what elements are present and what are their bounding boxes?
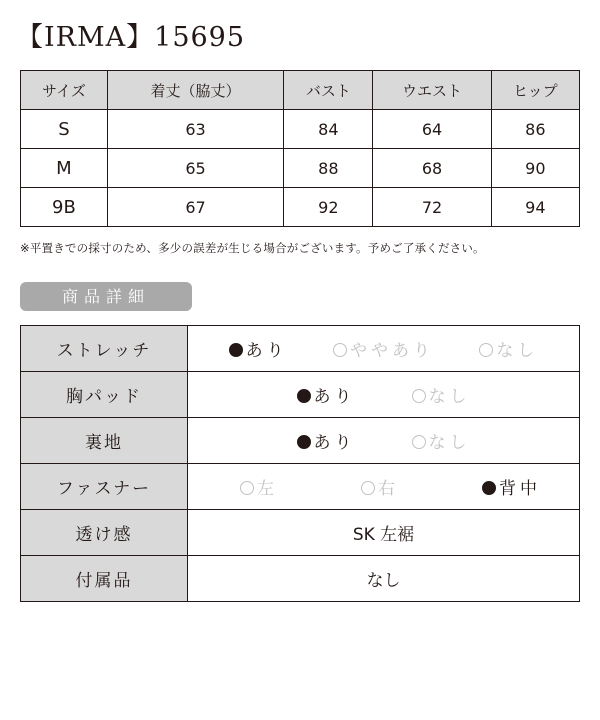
hip-cell: 86 [491, 110, 579, 149]
measurement-note: ※平置きでの採寸のため、多少の誤差が生じる場合がございます。予めご了承ください。 [20, 241, 485, 255]
lining-options [188, 428, 579, 453]
waist-cell: 68 [373, 149, 491, 188]
size-table [20, 70, 580, 227]
stretch-option-slight: ややあり [333, 336, 434, 361]
length-cell: 63 [107, 110, 283, 149]
accessories-value: なし [188, 556, 580, 602]
stretch-label: ストレッチ [21, 326, 188, 372]
header-length: 着丈（脇丈） [107, 71, 283, 110]
circle-icon [297, 435, 311, 449]
lining-label: 裏地 [21, 418, 188, 464]
waist-cell: 64 [373, 110, 491, 149]
pad-option-yes: あり [297, 382, 356, 407]
size-cell: M [21, 149, 108, 188]
header-bust: バスト [284, 71, 373, 110]
header-waist: ウエスト [373, 71, 491, 110]
stretch-options [188, 336, 579, 361]
pad-label: 胸パッド [21, 372, 188, 418]
bust-cell: 88 [284, 149, 373, 188]
detail-row-fastener [21, 464, 580, 510]
sheerness-value: SK 左裾 [188, 510, 580, 556]
pad-option-no: なし [412, 382, 471, 407]
header-hip: ヒップ [491, 71, 579, 110]
detail-row-stretch [21, 326, 580, 372]
details-table [20, 325, 580, 602]
accessories-label: 付属品 [21, 556, 188, 602]
lining-option-no: なし [412, 428, 471, 453]
circle-icon [412, 435, 426, 449]
pad-options [188, 382, 579, 407]
bust-cell: 84 [284, 110, 373, 149]
detail-row-lining [21, 418, 580, 464]
circle-icon [482, 481, 496, 495]
waist-cell: 72 [373, 188, 491, 227]
circle-icon [479, 343, 493, 357]
circle-icon [229, 343, 243, 357]
lining-option-yes: あり [297, 428, 356, 453]
length-cell: 65 [107, 149, 283, 188]
table-row [21, 110, 580, 149]
table-row [21, 149, 580, 188]
hip-cell: 90 [491, 149, 579, 188]
size-cell: 9B [21, 188, 108, 227]
header-size: サイズ [21, 71, 108, 110]
hip-cell: 94 [491, 188, 579, 227]
detail-row-sheerness [21, 510, 580, 556]
circle-icon [333, 343, 347, 357]
bust-cell: 92 [284, 188, 373, 227]
detail-row-pad [21, 372, 580, 418]
details-badge: 商品詳細 [20, 282, 192, 311]
fastener-option-left: 左 [240, 474, 278, 499]
detail-row-accessories [21, 556, 580, 602]
table-row [21, 188, 580, 227]
length-cell: 67 [107, 188, 283, 227]
sheerness-label: 透け感 [21, 510, 188, 556]
table-header-row [21, 71, 580, 110]
stretch-option-no: なし [479, 336, 538, 361]
stretch-option-yes: あり [229, 336, 288, 361]
fastener-label: ファスナー [21, 464, 188, 510]
fastener-option-right: 右 [361, 474, 399, 499]
circle-icon [361, 481, 375, 495]
size-cell: S [21, 110, 108, 149]
page-title: 【IRMA】15695 [16, 22, 246, 53]
fastener-options [188, 474, 579, 499]
circle-icon [412, 389, 426, 403]
fastener-option-back: 背中 [482, 474, 541, 499]
circle-icon [240, 481, 254, 495]
circle-icon [297, 389, 311, 403]
